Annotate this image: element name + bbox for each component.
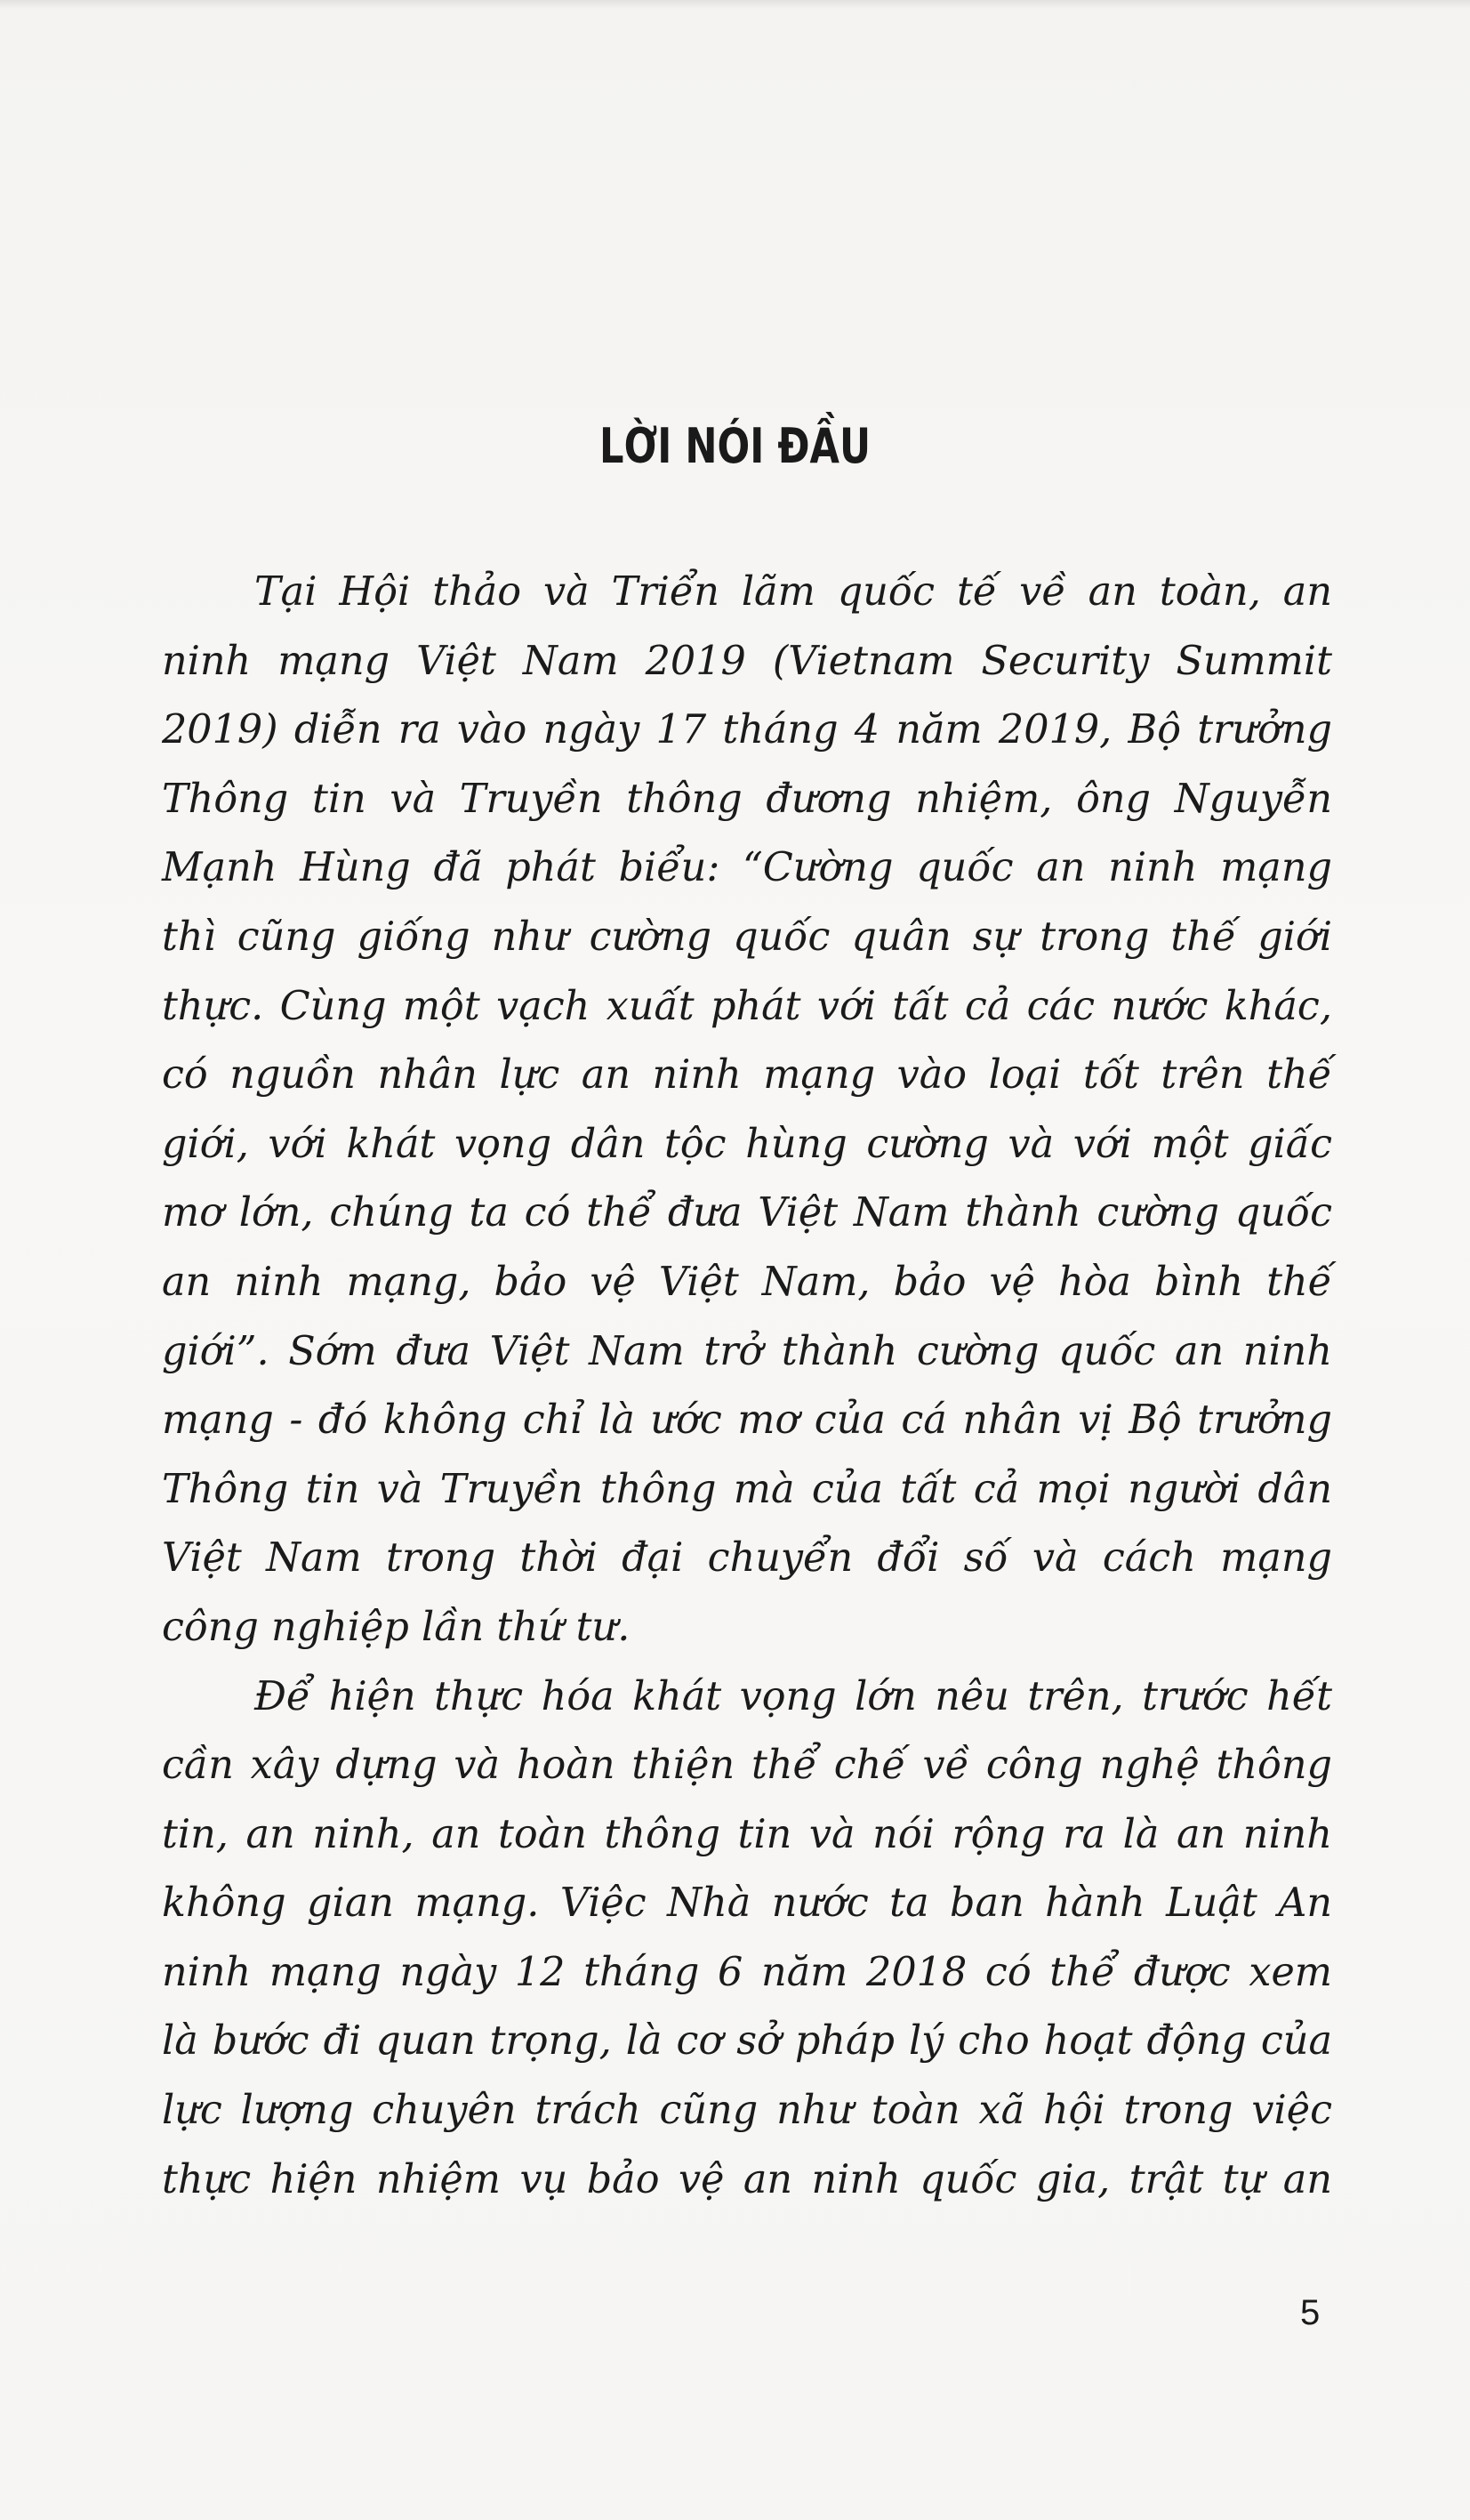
text-line: tin, an ninh, an toàn thông tin và nói rộng ra là an ninh [162, 1811, 1332, 1857]
page-top-edge [0, 0, 1470, 9]
text-line: thực. Cùng một vạch xuất phát với tất cả các nước khác, [162, 983, 1332, 1029]
text-line: giới, với khát vọng dân tộc hùng cường và với một giấc [162, 1121, 1332, 1167]
text-line: ninh mạng ngày 12 tháng 6 năm 2018 có thể được xem [162, 1949, 1332, 1995]
text-line: giới”. Sớm đưa Việt Nam trở thành cường quốc an ninh [162, 1328, 1332, 1374]
preface-heading: LỜI NÓI ĐẦU [598, 418, 872, 474]
text-line: an ninh mạng, bảo vệ Việt Nam, bảo vệ hòa bình thế [162, 1259, 1332, 1305]
paragraph-1 [69, 558, 1332, 1663]
text-line: Việt Nam trong thời đại chuyển đổi số và cách mạng [162, 1535, 1332, 1582]
text-line: cần xây dựng và hoàn thiện thể chế về công nghệ thông [162, 1743, 1332, 1789]
preface-body [69, 558, 1332, 2214]
text-line: là bước đi quan trọng, là cơ sở pháp lý cho hoạt động của [162, 2018, 1332, 2065]
text-line: thực hiện nhiệm vụ bảo vệ an ninh quốc gia, trật tự an [162, 2156, 1332, 2202]
text-line: Mạnh Hùng đã phát biểu: “Cường quốc an ninh mạng [162, 845, 1332, 891]
text-line: 2019) diễn ra vào ngày 17 tháng 4 năm 2019, Bộ trưởng [162, 707, 1332, 753]
text-line: Để hiện thực hóa khát vọng lớn nêu trên, trước hết [254, 1673, 1332, 1719]
text-line: lực lượng chuyên trách cũng như toàn xã hội trong việc [162, 2088, 1332, 2134]
page-number: 5 [1300, 2293, 1321, 2332]
text-line: công nghiệp lần thứ tư. [162, 1604, 631, 1650]
text-line: Thông tin và Truyền thông mà của tất cả mọi người dân [162, 1466, 1332, 1512]
text-line: mơ lớn, chúng ta có thể đưa Việt Nam thành cường quốc [162, 1190, 1332, 1236]
text-line: mạng - đó không chỉ là ước mơ của cá nhân vị Bộ trưởng [162, 1397, 1332, 1444]
text-line: không gian mạng. Việc Nhà nước ta ban hành Luật An [162, 1880, 1332, 1927]
text-line: có nguồn nhân lực an ninh mạng vào loại tốt trên thế [162, 1052, 1332, 1099]
text-line: Tại Hội thảo và Triển lãm quốc tế về an toàn, an [254, 569, 1332, 615]
paragraph-2 [69, 1663, 1332, 2215]
text-line: thì cũng giống như cường quốc quân sự trong thế giới [162, 914, 1332, 960]
text-line: Thông tin và Truyền thông đương nhiệm, ông Nguyễn [162, 776, 1332, 822]
text-line: ninh mạng Việt Nam 2019 (Vietnam Security Summit [162, 638, 1332, 684]
